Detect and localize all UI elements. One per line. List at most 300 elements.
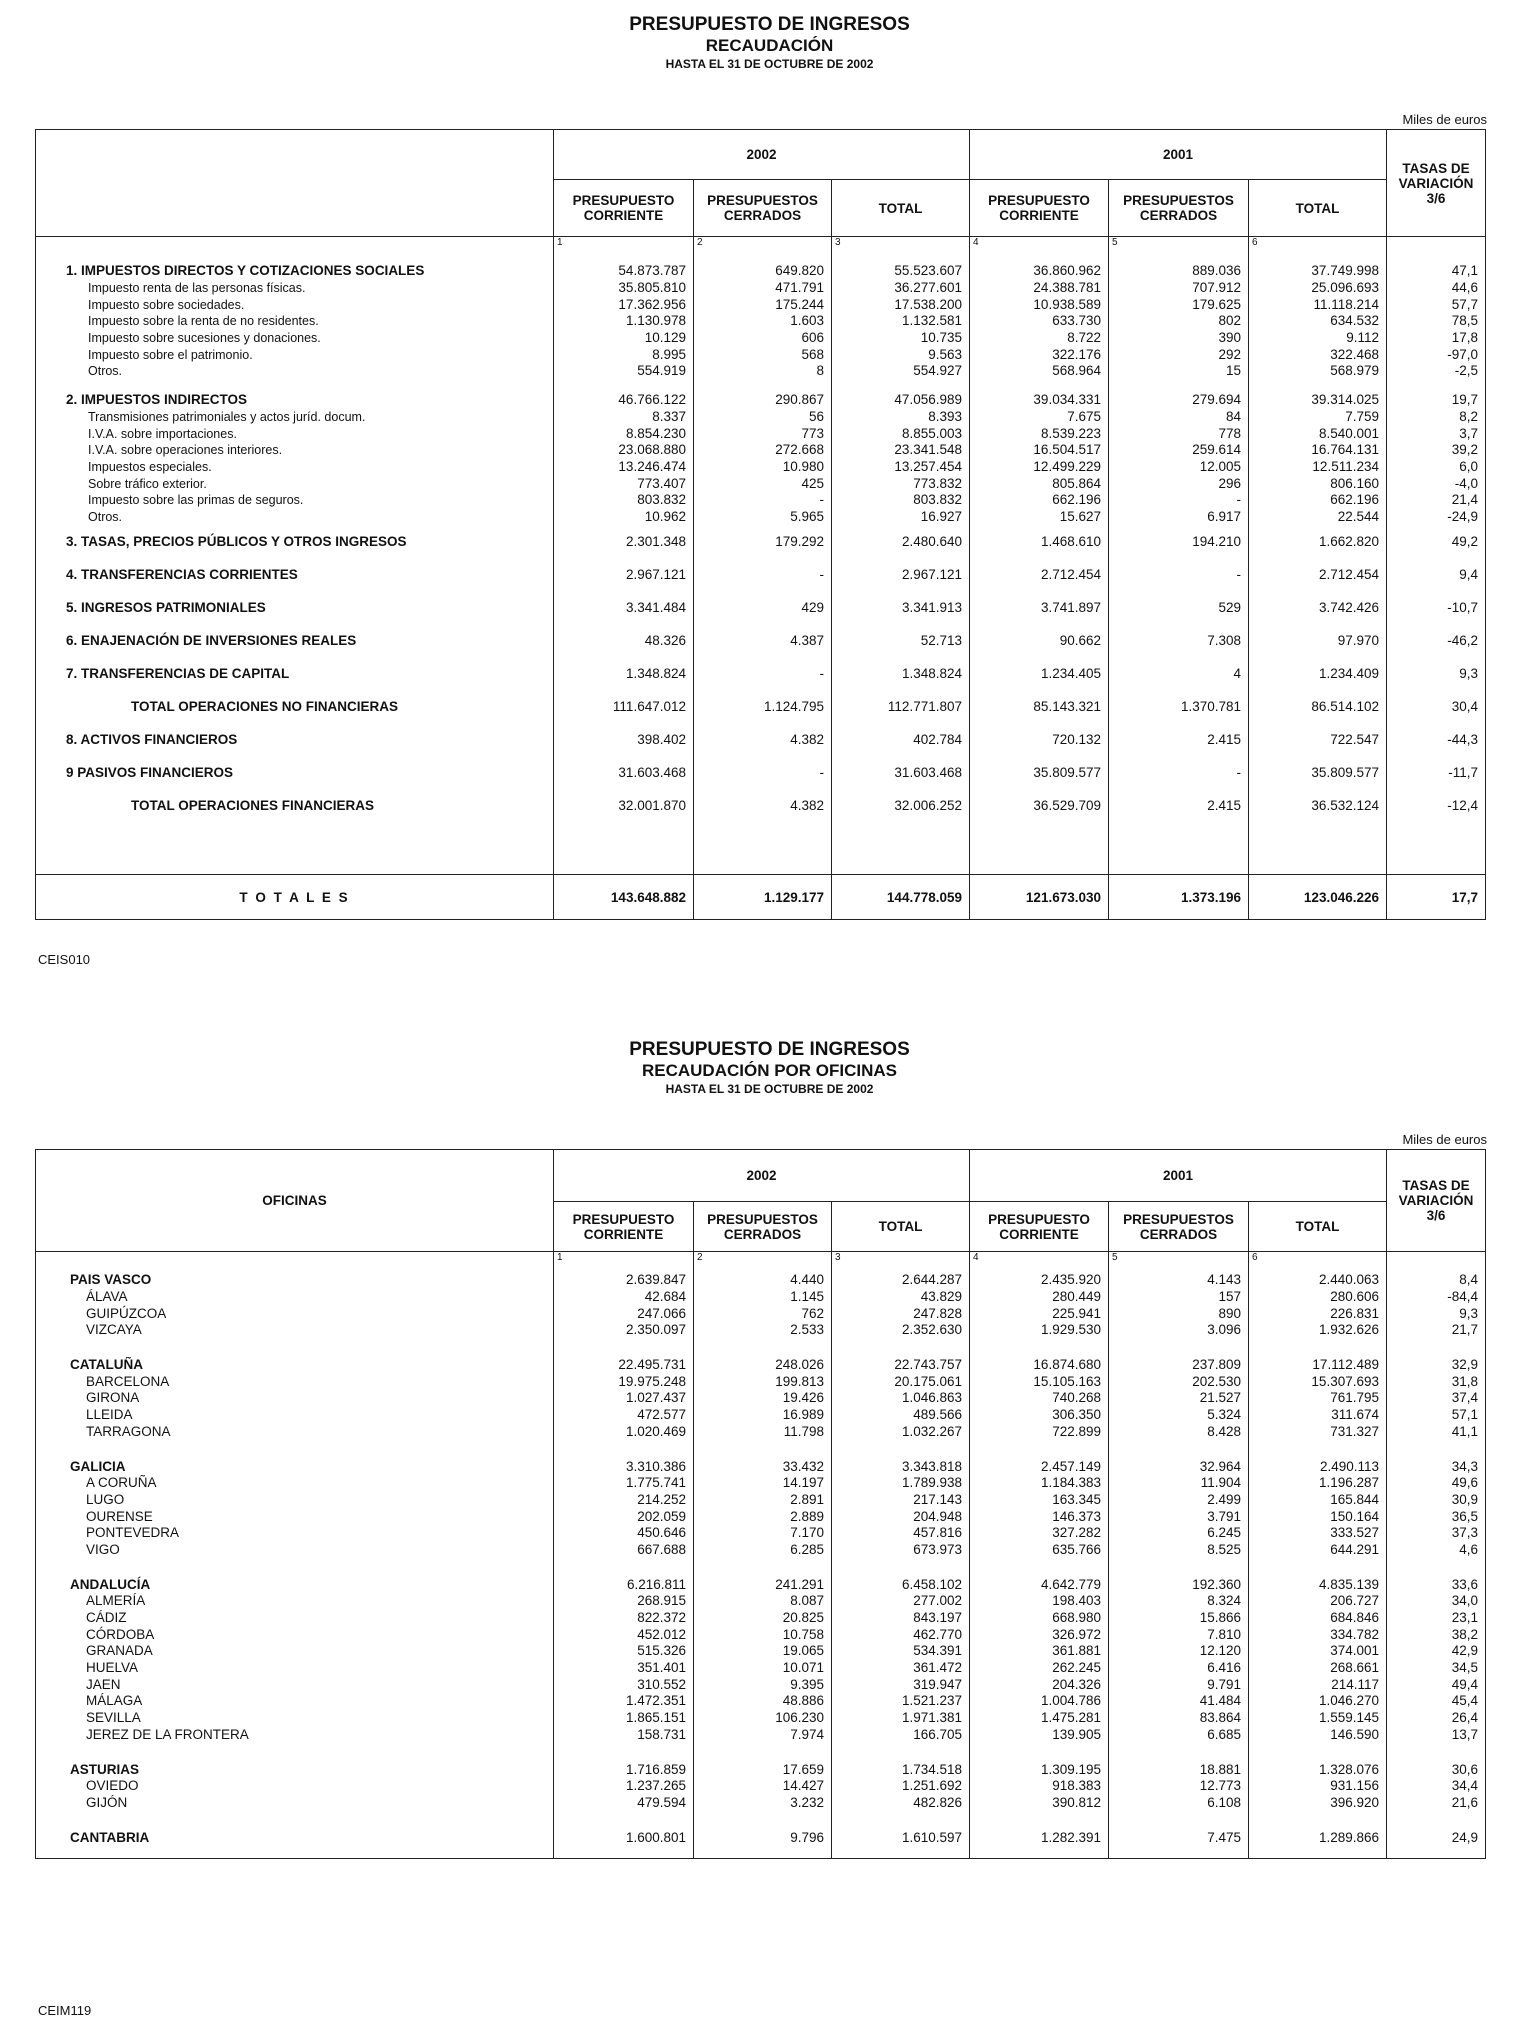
cell-presupuestos-cerrados-2001: 6.108 [1109,1795,1249,1812]
cell-presupuesto-corriente-2001: 635.766 [970,1542,1109,1559]
cell-presupuesto-corriente-2002: 31.603.468 [554,756,694,789]
cell-presupuestos-cerrados-2001: 8.525 [1109,1542,1249,1559]
cell-total-2002: 319.947 [832,1676,970,1693]
cell-presupuestos-cerrados-2001: - [1109,756,1249,789]
report1-col-presupuesto-corriente-b: PRESUPUESTO CORRIENTE [970,180,1109,237]
cell-presupuesto-corriente-2002: 1.027.437 [554,1390,694,1407]
cell-presupuestos-cerrados-2001: 7.308 [1109,624,1249,657]
cell-presupuestos-cerrados-2002: 762 [694,1305,832,1322]
cell-presupuestos-cerrados-2002: 179.292 [694,525,832,558]
cell-presupuesto-corriente-2002: 472.577 [554,1407,694,1424]
row-label: GALICIA [70,1458,126,1474]
cell-total-2001: 206.727 [1249,1593,1387,1610]
report2-col-presupuestos-cerrados-b: PRESUPUESTOS CERRADOS [1109,1202,1249,1252]
cell-presupuesto-corriente-2001: 326.972 [970,1626,1109,1643]
cell-presupuestos-cerrados-2002: 8.087 [694,1593,832,1610]
cell-presupuestos-cerrados-2002: 10.071 [694,1660,832,1677]
cell-presupuesto-corriente-2002: 247.066 [554,1305,694,1322]
cell-total-2001: 1.289.866 [1249,1829,1387,1846]
report2-title-block [0,1039,1539,1097]
cell-total-2002: 31.603.468 [832,756,970,789]
cell-presupuesto-corriente-2002: 1.775.741 [554,1475,694,1492]
column-index: 2 [694,1252,832,1267]
cell-presupuesto-corriente-2002: 48.326 [554,624,694,657]
cell-presupuesto-corriente-2002: 17.362.956 [554,296,694,313]
cell-presupuestos-cerrados-2002: - [694,657,832,690]
cell-tasa-variacion: -2,5 [1387,363,1486,380]
cell-total-2001: 97.970 [1249,624,1387,657]
cell-presupuestos-cerrados-2002: 773 [694,425,832,442]
cell-presupuestos-cerrados-2001: 1.370.781 [1109,690,1249,723]
cell-total-2001: 11.118.214 [1249,296,1387,313]
report1-col-total-a: TOTAL [832,180,970,237]
total-tasa-variacion: 17,7 [1387,875,1486,920]
row-label: CATALUÑA [70,1357,143,1373]
cell-tasa-variacion: -46,2 [1387,624,1486,657]
table-row [36,1289,1486,1306]
cell-presupuesto-corriente-2001: 918.383 [970,1778,1109,1795]
row-label: 9 PASIVOS FINANCIEROS [66,765,234,781]
row-label: GUIPÚZCOA [86,1305,167,1321]
cell-tasa-variacion: 34,3 [1387,1458,1486,1475]
cell-tasa-variacion: 26,4 [1387,1710,1486,1727]
cell-total-2001: 12.511.234 [1249,459,1387,476]
cell-presupuesto-corriente-2002: 13.246.474 [554,459,694,476]
cell-presupuestos-cerrados-2001: 2.415 [1109,789,1249,822]
cell-presupuestos-cerrados-2001: 2.415 [1109,723,1249,756]
row-label: TARRAGONA [86,1423,171,1439]
row-label: VIGO [86,1541,120,1557]
cell-presupuesto-corriente-2001: 1.309.195 [970,1761,1109,1778]
cell-total-2002: 2.967.121 [832,558,970,591]
column-index: 1 [554,1252,694,1267]
table-row [36,1593,1486,1610]
table-row [36,1727,1486,1744]
report2-year-2001: 2001 [970,1150,1387,1202]
cell-tasa-variacion: 41,1 [1387,1424,1486,1441]
cell-total-2002: 803.832 [832,492,970,509]
cell-total-2001: 35.809.577 [1249,756,1387,789]
report1-units: Miles de euros [1402,112,1487,127]
report1-date: HASTA EL 31 DE OCTUBRE DE 2002 [665,57,874,71]
row-label: Impuestos especiales. [88,459,212,474]
row-label: CANTABRIA [70,1829,150,1845]
table-row [36,1305,1486,1322]
cell-presupuesto-corriente-2001: 10.938.589 [970,296,1109,313]
cell-presupuestos-cerrados-2002: 199.813 [694,1373,832,1390]
cell-presupuestos-cerrados-2002: 16.989 [694,1407,832,1424]
cell-presupuestos-cerrados-2002: 8 [694,363,832,380]
cell-tasa-variacion: 30,4 [1387,690,1486,723]
table-row [36,280,1486,297]
cell-tasa-variacion: 9,4 [1387,558,1486,591]
cell-presupuestos-cerrados-2002: - [694,756,832,789]
cell-presupuestos-cerrados-2002: 241.291 [694,1576,832,1593]
cell-presupuestos-cerrados-2002: 429 [694,591,832,624]
cell-presupuestos-cerrados-2001: 390 [1109,330,1249,347]
cell-presupuesto-corriente-2002: 111.647.012 [554,690,694,723]
table-row [36,263,1486,280]
cell-tasa-variacion: -97,0 [1387,346,1486,363]
cell-total-2001: 22.544 [1249,509,1387,526]
cell-presupuestos-cerrados-2001: - [1109,558,1249,591]
cell-presupuesto-corriente-2002: 803.832 [554,492,694,509]
cell-total-2002: 166.705 [832,1727,970,1744]
cell-presupuestos-cerrados-2002: 9.796 [694,1829,832,1846]
cell-total-2001: 311.674 [1249,1407,1387,1424]
cell-presupuestos-cerrados-2002: 4.382 [694,789,832,822]
cell-presupuesto-corriente-2002: 515.326 [554,1643,694,1660]
cell-presupuesto-corriente-2001: 740.268 [970,1390,1109,1407]
cell-presupuestos-cerrados-2002: 5.965 [694,509,832,526]
column-index: 6 [1249,1252,1387,1267]
table-row [36,723,1486,756]
cell-presupuestos-cerrados-2001: 6.416 [1109,1660,1249,1677]
cell-presupuestos-cerrados-2001: 5.324 [1109,1407,1249,1424]
cell-presupuestos-cerrados-2002: 425 [694,475,832,492]
cell-presupuestos-cerrados-2001: 4.143 [1109,1272,1249,1289]
cell-presupuesto-corriente-2002: 42.684 [554,1289,694,1306]
row-label: Otros. [88,509,123,524]
cell-presupuestos-cerrados-2002: - [694,558,832,591]
column-index: 5 [1109,237,1249,252]
cell-presupuestos-cerrados-2001: 259.614 [1109,442,1249,459]
report2-table [35,1149,1486,1859]
cell-total-2001: 4.835.139 [1249,1576,1387,1593]
table-row [36,1610,1486,1627]
table-row [36,1626,1486,1643]
total-presupuesto-corriente-2001: 121.673.030 [970,875,1109,920]
table-row [36,1475,1486,1492]
cell-presupuesto-corriente-2001: 2.457.149 [970,1458,1109,1475]
table-row [36,1795,1486,1812]
row-label: JEREZ DE LA FRONTERA [86,1726,249,1742]
table-row [36,492,1486,509]
row-label: ALMERÍA [86,1593,146,1609]
cell-presupuestos-cerrados-2002: 2.891 [694,1492,832,1509]
cell-total-2001: 15.307.693 [1249,1373,1387,1390]
cell-presupuesto-corriente-2002: 8.337 [554,409,694,426]
cell-total-2002: 554.927 [832,363,970,380]
cell-presupuestos-cerrados-2002: 48.886 [694,1693,832,1710]
cell-total-2001: 2.440.063 [1249,1272,1387,1289]
cell-tasa-variacion: 57,7 [1387,296,1486,313]
cell-total-2002: 247.828 [832,1305,970,1322]
cell-presupuestos-cerrados-2001: 8.428 [1109,1424,1249,1441]
cell-presupuestos-cerrados-2001: 3.096 [1109,1322,1249,1339]
cell-presupuestos-cerrados-2002: 10.980 [694,459,832,476]
cell-total-2002: 457.816 [832,1525,970,1542]
table-row [36,525,1486,558]
cell-total-2001: 268.661 [1249,1660,1387,1677]
row-label: JAEN [86,1676,121,1692]
cell-presupuesto-corriente-2002: 54.873.787 [554,263,694,280]
report2-year-2002: 2002 [554,1150,970,1202]
cell-presupuesto-corriente-2001: 163.345 [970,1492,1109,1509]
row-label: GRANADA [86,1643,153,1659]
cell-presupuestos-cerrados-2002: 606 [694,330,832,347]
cell-presupuesto-corriente-2002: 10.129 [554,330,694,347]
cell-presupuesto-corriente-2001: 2.435.920 [970,1272,1109,1289]
row-label: CÁDIZ [86,1610,127,1626]
cell-presupuestos-cerrados-2002: 568 [694,346,832,363]
cell-total-2001: 1.196.287 [1249,1475,1387,1492]
cell-presupuesto-corriente-2001: 85.143.321 [970,690,1109,723]
report2-oficinas-header: OFICINAS [36,1150,554,1252]
cell-presupuesto-corriente-2002: 1.716.859 [554,1761,694,1778]
cell-presupuesto-corriente-2001: 1.234.405 [970,657,1109,690]
cell-total-2002: 673.973 [832,1542,970,1559]
cell-total-2001: 1.662.820 [1249,525,1387,558]
cell-presupuesto-corriente-2002: 450.646 [554,1525,694,1542]
cell-total-2001: 334.782 [1249,1626,1387,1643]
cell-presupuesto-corriente-2002: 32.001.870 [554,789,694,822]
cell-presupuesto-corriente-2001: 90.662 [970,624,1109,657]
cell-total-2001: 374.001 [1249,1643,1387,1660]
column-index: 1 [554,237,694,252]
cell-presupuestos-cerrados-2001: 3.791 [1109,1508,1249,1525]
cell-total-2002: 534.391 [832,1643,970,1660]
cell-presupuesto-corriente-2002: 3.341.484 [554,591,694,624]
cell-total-2001: 214.117 [1249,1676,1387,1693]
cell-presupuestos-cerrados-2001: 6.917 [1109,509,1249,526]
cell-presupuestos-cerrados-2001: 890 [1109,1305,1249,1322]
table-row [36,1710,1486,1727]
cell-total-2001: 9.112 [1249,330,1387,347]
row-label: HUELVA [86,1660,139,1676]
cell-total-2001: 1.932.626 [1249,1322,1387,1339]
cell-total-2001: 39.314.025 [1249,392,1387,409]
row-label: GIJÓN [86,1794,128,1810]
table-row [36,296,1486,313]
cell-presupuesto-corriente-2001: 322.176 [970,346,1109,363]
cell-presupuestos-cerrados-2002: 33.432 [694,1458,832,1475]
row-label: CÓRDOBA [86,1626,155,1642]
cell-presupuestos-cerrados-2001: 15.866 [1109,1610,1249,1627]
cell-presupuestos-cerrados-2001: 32.964 [1109,1458,1249,1475]
cell-presupuesto-corriente-2002: 158.731 [554,1727,694,1744]
cell-tasa-variacion: 39,2 [1387,442,1486,459]
cell-presupuestos-cerrados-2002: 175.244 [694,296,832,313]
cell-presupuesto-corriente-2001: 16.874.680 [970,1357,1109,1374]
cell-total-2002: 1.032.267 [832,1424,970,1441]
table-row [36,558,1486,591]
total-presupuesto-corriente-2002: 143.648.882 [554,875,694,920]
cell-presupuestos-cerrados-2001: 6.685 [1109,1727,1249,1744]
cell-presupuesto-corriente-2001: 720.132 [970,723,1109,756]
cell-presupuesto-corriente-2001: 722.899 [970,1424,1109,1441]
report2-subtitle: RECAUDACIÓN POR OFICINAS [641,1061,897,1080]
cell-presupuestos-cerrados-2001: 202.530 [1109,1373,1249,1390]
cell-presupuesto-corriente-2001: 1.475.281 [970,1710,1109,1727]
cell-tasa-variacion: 42,9 [1387,1643,1486,1660]
table-row [36,1525,1486,1542]
cell-presupuestos-cerrados-2001: 529 [1109,591,1249,624]
cell-presupuestos-cerrados-2001: 192.360 [1109,1576,1249,1593]
table-row [36,789,1486,822]
cell-presupuestos-cerrados-2001: - [1109,492,1249,509]
column-index: 5 [1109,1252,1249,1267]
row-label: MÁLAGA [86,1693,143,1709]
table-row [36,1407,1486,1424]
cell-presupuesto-corriente-2001: 1.929.530 [970,1322,1109,1339]
cell-presupuesto-corriente-2001: 306.350 [970,1407,1109,1424]
cell-presupuestos-cerrados-2001: 296 [1109,475,1249,492]
report2-col-total-b: TOTAL [1249,1202,1387,1252]
cell-presupuestos-cerrados-2001: 8.324 [1109,1593,1249,1610]
cell-tasa-variacion: 49,6 [1387,1475,1486,1492]
cell-presupuesto-corriente-2002: 822.372 [554,1610,694,1627]
cell-presupuesto-corriente-2002: 479.594 [554,1795,694,1812]
cell-presupuesto-corriente-2002: 2.639.847 [554,1272,694,1289]
row-label: I.V.A. sobre importaciones. [88,426,237,441]
table-row [36,1576,1486,1593]
cell-total-2001: 25.096.693 [1249,280,1387,297]
report2-date: HASTA EL 31 DE OCTUBRE DE 2002 [665,1082,874,1096]
cell-presupuesto-corriente-2002: 1.348.824 [554,657,694,690]
cell-total-2002: 361.472 [832,1660,970,1677]
cell-presupuesto-corriente-2002: 46.766.122 [554,392,694,409]
row-label: 2. IMPUESTOS INDIRECTOS [66,392,248,408]
row-label: Impuesto renta de las personas físicas. [88,281,306,296]
cell-tasa-variacion: 78,5 [1387,313,1486,330]
cell-total-2002: 8.855.003 [832,425,970,442]
cell-total-2001: 931.156 [1249,1778,1387,1795]
cell-total-2001: 1.046.270 [1249,1693,1387,1710]
cell-presupuestos-cerrados-2002: 471.791 [694,280,832,297]
table-row [36,1778,1486,1795]
cell-presupuestos-cerrados-2001: 12.773 [1109,1778,1249,1795]
table-row [36,1508,1486,1525]
report2-title: PRESUPUESTO DE INGRESOS [629,1039,910,1060]
cell-tasa-variacion: 30,9 [1387,1492,1486,1509]
cell-presupuestos-cerrados-2001: 6.245 [1109,1525,1249,1542]
row-label: Sobre tráfico exterior. [88,476,207,491]
cell-presupuesto-corriente-2001: 39.034.331 [970,392,1109,409]
table-row [36,1458,1486,1475]
cell-presupuesto-corriente-2001: 15.105.163 [970,1373,1109,1390]
table-row [36,1676,1486,1693]
cell-presupuesto-corriente-2001: 15.627 [970,509,1109,526]
cell-presupuestos-cerrados-2001: 2.499 [1109,1492,1249,1509]
cell-total-2002: 1.734.518 [832,1761,970,1778]
cell-total-2001: 2.712.454 [1249,558,1387,591]
report1-year-2002: 2002 [554,130,970,180]
cell-presupuesto-corriente-2001: 1.004.786 [970,1693,1109,1710]
cell-total-2001: 1.234.409 [1249,657,1387,690]
cell-presupuestos-cerrados-2002: 106.230 [694,1710,832,1727]
cell-total-2001: 165.844 [1249,1492,1387,1509]
cell-presupuesto-corriente-2002: 667.688 [554,1542,694,1559]
cell-presupuesto-corriente-2001: 668.980 [970,1610,1109,1627]
report1-code: CEIS010 [38,952,91,967]
cell-presupuesto-corriente-2002: 452.012 [554,1626,694,1643]
table-row [36,1643,1486,1660]
cell-presupuestos-cerrados-2002: 4.440 [694,1272,832,1289]
cell-tasa-variacion: 4,6 [1387,1542,1486,1559]
cell-total-2002: 1.046.863 [832,1390,970,1407]
cell-presupuesto-corriente-2001: 1.468.610 [970,525,1109,558]
cell-presupuestos-cerrados-2002: 17.659 [694,1761,832,1778]
row-label: 3. TASAS, PRECIOS PÚBLICOS Y OTROS INGRESOS [66,534,407,550]
cell-total-2001: 684.846 [1249,1610,1387,1627]
cell-presupuesto-corriente-2002: 773.407 [554,475,694,492]
report2-tasas-header: TASAS DE VARIACIÓN 3/6 [1387,1150,1486,1252]
cell-tasa-variacion: 36,5 [1387,1508,1486,1525]
cell-presupuesto-corriente-2001: 139.905 [970,1727,1109,1744]
cell-total-2002: 277.002 [832,1593,970,1610]
cell-total-2001: 644.291 [1249,1542,1387,1559]
row-label: GIRONA [86,1390,140,1406]
row-label: ÁLAVA [86,1289,128,1305]
cell-total-2002: 217.143 [832,1492,970,1509]
row-label: 6. ENAJENACIÓN DE INVERSIONES REALES [66,633,357,649]
cell-total-2002: 32.006.252 [832,789,970,822]
cell-presupuesto-corriente-2002: 23.068.880 [554,442,694,459]
cell-tasa-variacion: 8,4 [1387,1272,1486,1289]
cell-total-2002: 55.523.607 [832,263,970,280]
cell-total-2001: 1.328.076 [1249,1761,1387,1778]
report1-label-header [36,130,554,237]
cell-presupuesto-corriente-2002: 35.805.810 [554,280,694,297]
cell-presupuesto-corriente-2002: 1.472.351 [554,1693,694,1710]
table-row [36,363,1486,380]
row-label: LLEIDA [86,1407,133,1423]
cell-total-2001: 226.831 [1249,1305,1387,1322]
row-label: 8. ACTIVOS FINANCIEROS [66,732,238,748]
table-row [36,657,1486,690]
cell-presupuesto-corriente-2002: 2.301.348 [554,525,694,558]
cell-presupuestos-cerrados-2002: 248.026 [694,1357,832,1374]
cell-presupuestos-cerrados-2001: 194.210 [1109,525,1249,558]
cell-total-2002: 10.735 [832,330,970,347]
cell-presupuestos-cerrados-2002: 272.668 [694,442,832,459]
row-label: OVIEDO [86,1778,139,1794]
cell-presupuestos-cerrados-2002: - [694,492,832,509]
cell-total-2001: 396.920 [1249,1795,1387,1812]
column-index: 4 [970,237,1109,252]
cell-presupuesto-corriente-2002: 6.216.811 [554,1576,694,1593]
cell-total-2001: 3.742.426 [1249,591,1387,624]
cell-presupuesto-corriente-2001: 7.675 [970,409,1109,426]
table-row [36,459,1486,476]
cell-total-2002: 22.743.757 [832,1357,970,1374]
table-row [36,425,1486,442]
cell-tasa-variacion: 21,4 [1387,492,1486,509]
cell-presupuestos-cerrados-2001: 12.120 [1109,1643,1249,1660]
cell-presupuestos-cerrados-2002: 6.285 [694,1542,832,1559]
cell-tasa-variacion: -84,4 [1387,1289,1486,1306]
cell-tasa-variacion: 21,7 [1387,1322,1486,1339]
cell-total-2001: 17.112.489 [1249,1357,1387,1374]
cell-total-2001: 2.490.113 [1249,1458,1387,1475]
cell-presupuestos-cerrados-2002: 4.387 [694,624,832,657]
table-row [36,1660,1486,1677]
row-label: Impuesto sobre la renta de no residentes. [88,314,319,329]
cell-presupuestos-cerrados-2001: 292 [1109,346,1249,363]
report2-col-presupuesto-corriente-b: PRESUPUESTO CORRIENTE [970,1202,1109,1252]
cell-total-2002: 482.826 [832,1795,970,1812]
cell-presupuesto-corriente-2002: 310.552 [554,1676,694,1693]
cell-presupuesto-corriente-2002: 1.865.151 [554,1710,694,1727]
cell-presupuesto-corriente-2001: 24.388.781 [970,280,1109,297]
cell-tasa-variacion: 38,2 [1387,1626,1486,1643]
cell-presupuesto-corriente-2001: 146.373 [970,1508,1109,1525]
cell-tasa-variacion: 57,1 [1387,1407,1486,1424]
report1-table [35,129,1486,920]
cell-presupuestos-cerrados-2001: 707.912 [1109,280,1249,297]
table-row [36,330,1486,347]
